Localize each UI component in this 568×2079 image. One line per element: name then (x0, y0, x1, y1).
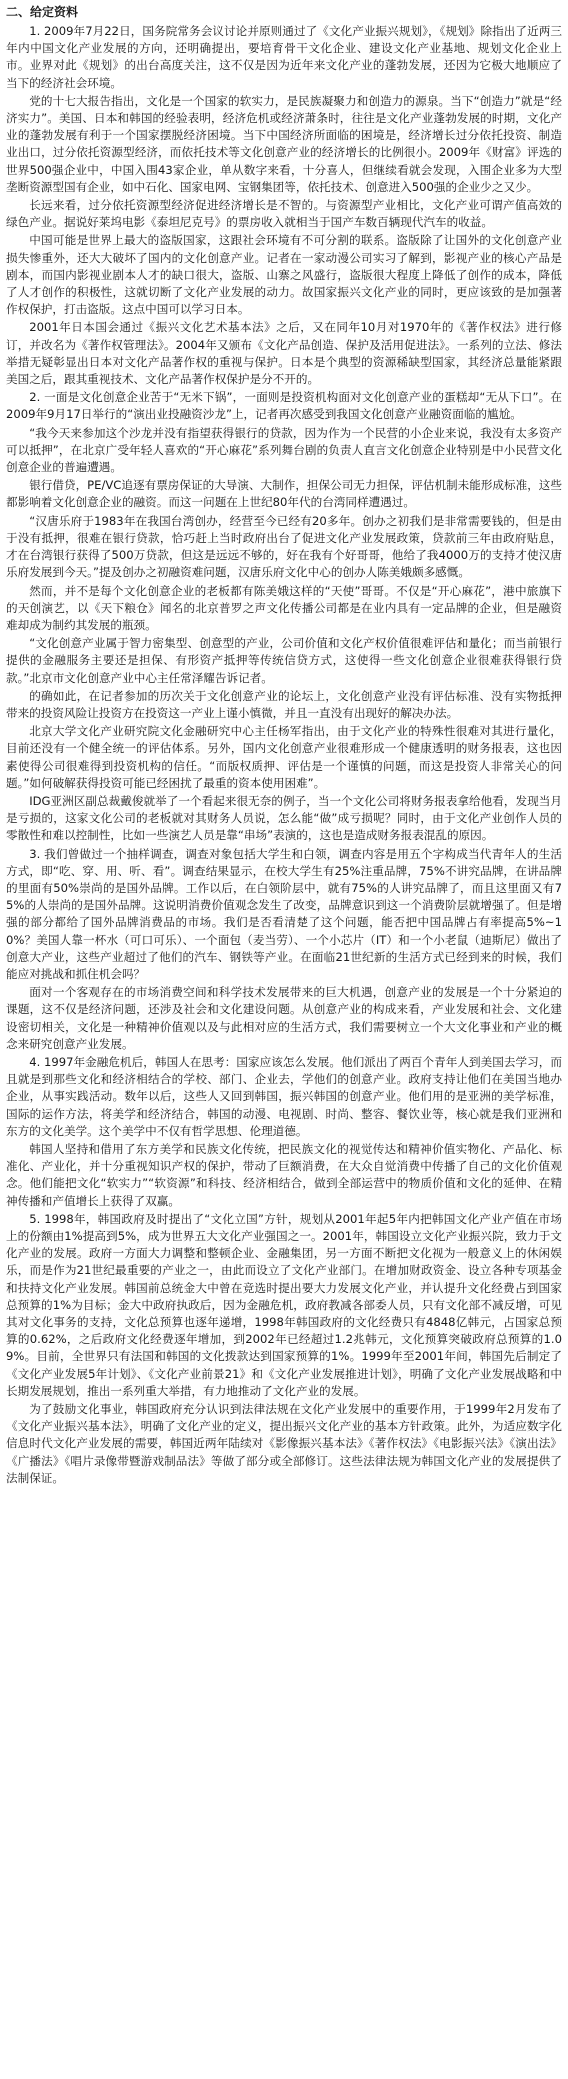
paragraph: 2001年日本国会通过《振兴文化艺术基本法》之后，又在同年10月对1970年的《著作权法》进行修订，并改名为《著作权管理法》。2004年又颁布《文化产品创造、保护及活用促进法》。一系列的立法、修法举措无疑彰显出日本对文化产品著作权的重视与保护。日本是个典型的资源稀缺型国家，其经济总量能紧跟美国之后，跟其重视技术、文化产品著作权保护是分不开的。 (6, 320, 562, 387)
section-title: 二、给定资料 (6, 5, 79, 19)
paragraph: 长远来看，过分依托资源型经济促进经济增长是不智的。与资源型产业相比，文化产业可谓产值高效的绿色产业。据说好莱坞电影《泰坦尼克号》的票房收入就相当于国产车数百辆现代汽车的收益。 (6, 198, 562, 230)
document-body (6, 23, 562, 1487)
paragraph: 3. 我们曾做过一个抽样调查，调查对象包括大学生和白领，调查内容是用五个字构成当代青年人的生活方式，即“吃、穿、用、听、看”。调查结果显示，在校大学生有25%注重品牌，75%不讲究品牌，在讲品牌的里面有50%崇尚的是国外品牌。工作以后，在白领阶层中，就有75%的人讲究品牌了，而且这里面又有75%的人崇尚的是国外品牌。这说明消费价值观念发生了改变，品牌意识到这一个消费阶层就增强了。但是增强的部分都给了国外品牌消费品的市场。我们是否看清楚了这个问题，能否把中国品牌占有率提高5%~10%？美国人靠一杯水（可口可乐）、一个面包（麦当劳）、一个小芯片（IT）和一个小老鼠（迪斯尼）做出了创意大产业，这些产业超过了他们的汽车、钢铁等产业。在面临21世纪新的生活方式已经到来的时候，我们能应对挑战和抓住机会吗？ (6, 846, 562, 981)
paragraph: 韩国人坚持和借用了东方美学和民族文化传统，把民族文化的视觉传达和精神价值实物化、产品化、标准化、产业化，并十分重视知识产权的保护，带动了巨额消费，在大众自觉消费中传播了自己的文化价值观念。他们能把文化“软实力”“软资源”和科技、经济相结合，做到全部运营中的物质价值和文化的延伸、在精神传播和产值增长上获得了双赢。 (6, 1142, 562, 1208)
paragraph: “文化创意产业属于智力密集型、创意型的产业，公司价值和文化产权价值很难评估和量化；而当前银行提供的金融服务主要还是担保、有形资产抵押等传统信贷方式，这使得一些文化创意企业很难获得银行贷款。”北京市文化创意产业中心主任常泽耀告诉记者。 (6, 636, 562, 685)
paragraph: IDG亚洲区副总裁戴俊就举了一个看起来很无奈的例子，当一个文化公司将财务报表拿给他看，发现当月是亏损的，这家文化公司的老板就对其财务人员说，怎么能“做”成亏损呢？同时，由于文化产业创作人员的零散性和难以控制性，比如一些演艺人员是靠“串场”表演的，这也是造成财务报表混乱的原因。 (6, 793, 562, 843)
paragraph: 银行借贷，PE/VC追逐有票房保证的大导演、大制作，担保公司无力担保，评估机制未能形成标准，这些都影响着文化创意企业的融资。而这一问题在上世纪80年代的台湾同样遭遇过。 (6, 478, 562, 510)
paragraph: 中国可能是世界上最大的盗版国家，这跟社会环境有不可分割的联系。盗版除了让国外的文化创意产业损失惨重外，还大大破坏了国内的文化创意产业。记者在一家动漫公司实习了解到，影视产业的核心产品是剧本，而国内影视业剧本人才的缺口很大，盗版、山寨之风盛行，盗版很大程度上降低了创作的成本，降低了人才创作的积极性，这就切断了文化产业发展的动力。故国家振兴文化产业的同时，更应该致的是加强著作权保护，打击盗版。这点中国可以学习日本。 (6, 233, 562, 317)
paragraph: 4. 1997年金融危机后，韩国人在思考：国家应该怎么发展。他们派出了两百个青年人到美国去学习，而且就是到那些文化和经济相结合的学校、部门、企业去，学他们的创意产业。政府支持让他们在美国当地办企业，从事实践活动。数年以后，这些人又回到韩国，振兴韩国的创意产业。他们用的是亚洲的美学标准，国际的运作方法，将美学和经济结合，韩国的动漫、电视剧、时尚、整容、餐饮业等，核心就是我们亚洲和东方的文化美学。这个美学中不仅有哲学思想、伦理道德。 (6, 1054, 562, 1138)
paragraph: 5. 1998年，韩国政府及时提出了“文化立国”方针，规划从2001年起5年内把韩国文化产业产值在市场上的份额由1%提高到5%，成为世界五大文化产业强国之一。2001年，韩国设立文化产业振兴院，致力于文化产业的发展。政府一方面大力调整和整顿企业、金融集团，另一方面不断把文化视为一般意义上的休闲娱乐，而是作为21世纪最重要的产业之一，由此而设立了文化产业部门。在增加财政资金、设立各种专项基金和扶持文化产业发展。韩国前总统金大中曾在竞选时提出要大力发展文化产业，并认提升文化经费占到国家总预算的1%为目标；金大中政府执政后，因为金融危机，政府教减各部委人员，只有文化部不减反增，可见其对文化事务的支持，文化总预算也逐年递增，1998年韩国政府的文化经费只有4848亿韩元，占国家总预算的0.62%，之后政府文化经费逐年增加，到2002年已经超过1.2兆韩元，文化预算突破政府总预算的1.09%。目前，全世界只有法国和韩国的文化拨款达到国家预算的1%。1999年至2001年间，韩国先后制定了《文化产业发展5年计划》、《文化产业前景21》和《文化产业发展推进计划》，明确了文化产业发展战略和中长期发展规划，推出一系列重大举措，有力地推动了文化产业的发展。 (6, 1211, 562, 1398)
paragraph: 为了鼓励文化事业，韩国政府充分认识到法律法规在文化产业发展中的重要作用，于1999年2月发布了《文化产业振兴基本法》，明确了文化产业的定义，提出振兴文化产业的基本方针政策。此外，为适应数字化信息时代文化产业发展的需要，韩国近两年陆续对《影像振兴基本法》《著作权法》《电影振兴法》《演出法》《广播法》《唱片录像带暨游戏制品法》等做了部分或全部修订。这些法律法规为韩国文化产业的发展提供了法制保证。 (6, 1402, 562, 1485)
paragraph: 然而，并不是每个文化创意企业的老板都有陈美娥这样的“天使”哥哥。不仅是“开心麻花”，港中旅旗下的天创演艺，以《天下粮仓》闻名的北京普罗之声文化传播公司都是在业内具有一定品牌的企业，但是融资难却成为制约其发展的瓶颈。 (6, 583, 562, 632)
paragraph: “我今天来参加这个沙龙并没有指望获得银行的贷款，因为作为一个民营的小企业来说，我没有太多资产可以抵押”，在北京广受年轻人喜欢的“开心麻花”系列舞台剧的负责人直言文化创意企业特别是中小民营文化创意企业的普遍遭遇。 (6, 425, 562, 475)
paragraph: 的确如此，在记者参加的历次关于文化创意产业的论坛上，文化创意产业没有评估标准、没有实物抵押带来的投资风险让投资方在投资这一产业上谨小慎微，并且一直没有出现好的解决办法。 (6, 688, 562, 720)
paragraph: 北京大学文化产业研究院文化金融研究中心主任杨军指出，由于文化产业的特殊性很难对其进行量化，目前还没有一个健全统一的评估体系。另外，国内文化创意产业很难形成一个健康透明的财务报表，这也因素使得公司很难得到投资机构的信任。“而版权质押、评估是一个谨慎的问题，而这是投资人非常关心的问题。”如何破解获得投资可能已经困扰了最重的资本使用困难”。 (6, 724, 562, 790)
paragraph: 2. 一面是文化创意企业苦于“无米下锅”，一面则是投资机构面对文化创意产业的蛋糕却“无从下口”。在2009年9月17日举行的“演出业投融资沙龙”上，记者再次感受到我国文化创意产业融资面临的尴尬。 (6, 390, 562, 422)
paragraph: 1. 2009年7月22日，国务院常务会议讨论并原则通过了《文化产业振兴规划》，《规划》除指出了近两三年内中国文化产业发展的方向，还明确提出，要培育骨干文化企业、建设文化产业基地、规划文化企业上市。业界对此《规划》的出台高度关注，这不仅是因为近年来文化产业的蓬勃发展，还因为它极大地顺应了当下的经济社会环境。 (6, 24, 562, 90)
paragraph: “汉唐乐府于1983年在我国台湾创办，经营至今已经有20多年。创办之初我们是非常需要钱的，但是由于没有抵押，很难在银行贷款，恰巧赶上当时政府出台了促进文化产业发展政策，贷款前三年由政府贴息，才在台湾银行获得了500万贷款，但这是远远不够的，好在我有个好哥哥，他给了我4000万的支持才使汉唐乐府发展到今天。”提及创办之初融资难问题，汉唐乐府文化中心的创办人陈美娥颇多感慨。 (6, 513, 562, 580)
paragraph: 党的十七大报告指出，文化是一个国家的软实力，是民族凝聚力和创造力的源泉。当下“创造力”就是“经济实力”。美国、日本和韩国的经验表明，经济危机或经济萧条时，往往是文化产业蓬勃发展的时期，文化产业的蓬勃发展有利于一个国家摆脱经济困境。当下中国经济所面临的困境是，经济增长过分依托投资、制造业出口，过分依托资源型经济，而依托技术等文化创意产业的经济增长的比例很小。2009年《财富》评选的世界500强企业中，中国入围43家企业，单从数字来看，十分喜人，但继续看就会发现，入围企业多为大型垄断资源型国有企业，如中石化、国家电网、宝钢集团等，依托技术、创意进入500强的企业少之又少。 (6, 93, 562, 194)
paragraph: 面对一个客观存在的市场消费空间和科学技术发展带来的巨大机遇，创意产业的发展是一个十分紧迫的课题，这不仅是经济问题，还涉及社会和文化建设问题。从创意产业的构成来看，产业发展和社会、文化建设密切相关，文化是一种精神价值观以及与此相对应的生活方式，我们需要树立一个大文化事业和产业的概念来研究创意产业发展。 (6, 985, 562, 1051)
